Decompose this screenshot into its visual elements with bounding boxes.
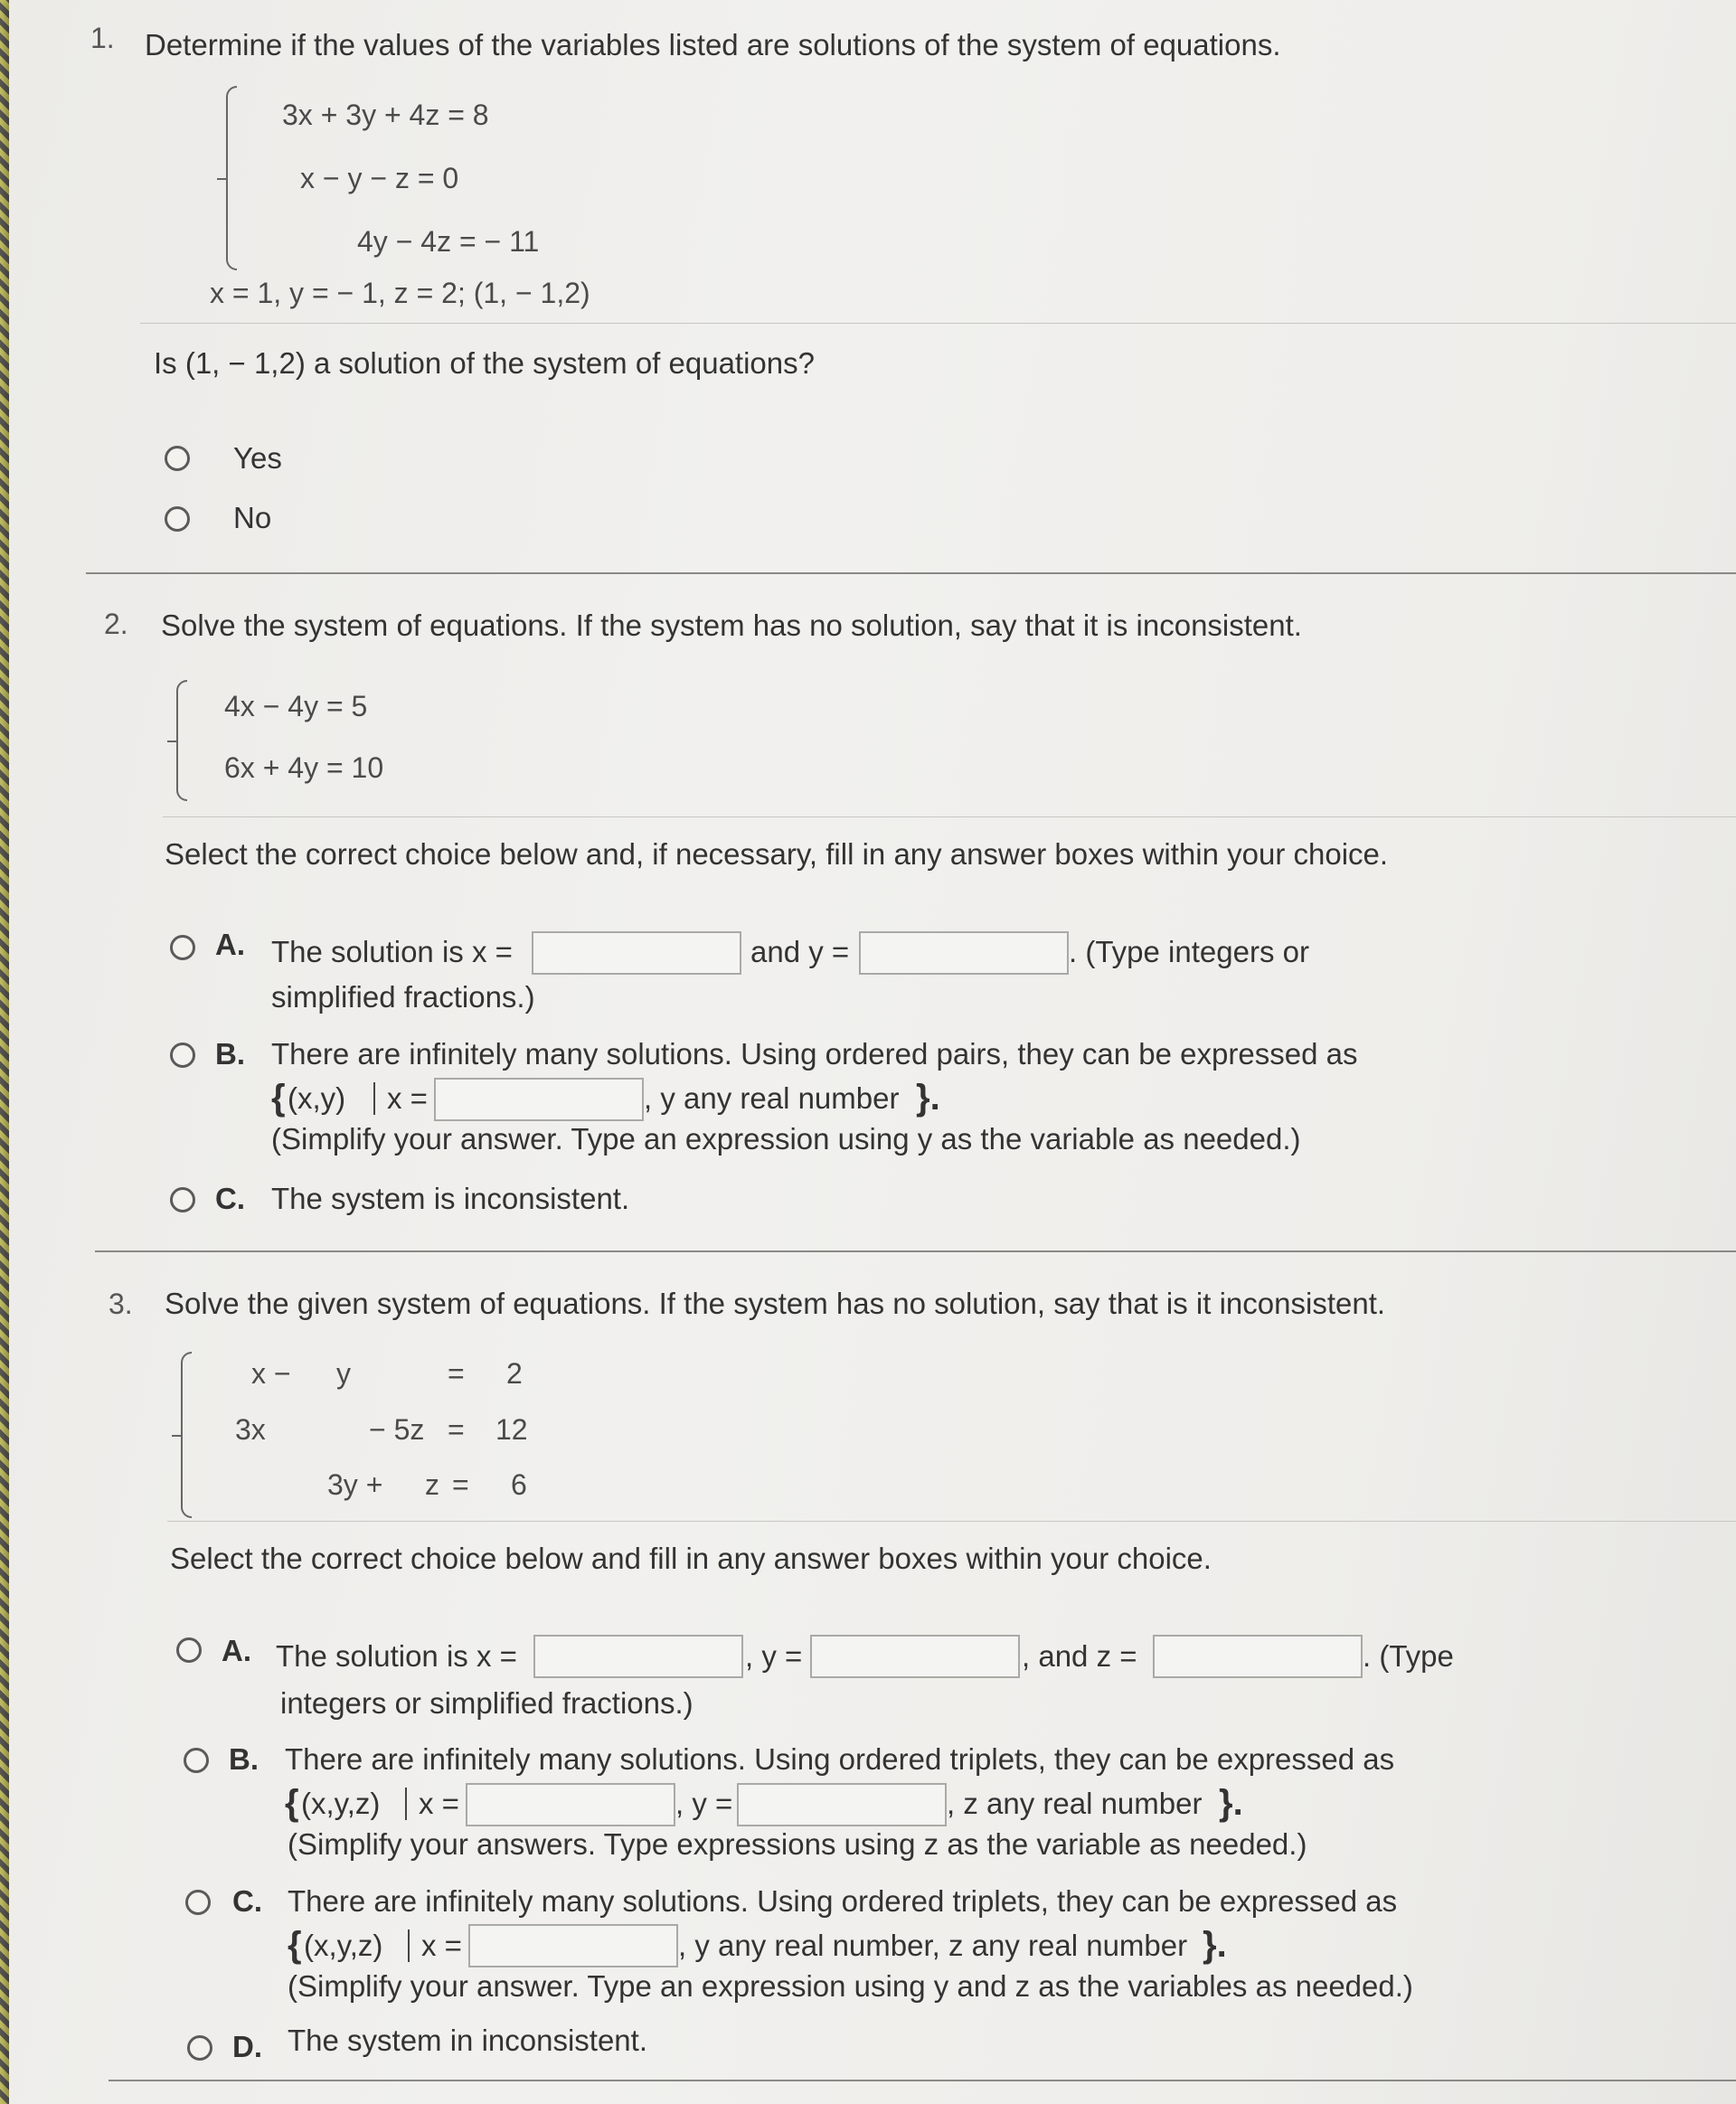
choice-d-letter: D.: [232, 2030, 262, 2063]
choice-c-note: (Simplify your answer. Type an expression using y and z as the variables as needed.): [288, 1969, 1413, 2003]
choice-c-text: The system is inconsistent.: [271, 1182, 630, 1215]
candidate-values: x = 1, y = − 1, z = 2; (1, − 1,2): [210, 277, 590, 309]
set-separator: [373, 1082, 375, 1115]
set-close-brace: }.: [1203, 1925, 1227, 1965]
set-variables: (x,y,z): [304, 1929, 383, 1962]
choice-a-text: . (Type: [1363, 1639, 1454, 1673]
x-answer-box[interactable]: [533, 1635, 743, 1678]
choice-b-note: (Simplify your answer. Type an expression using y as the variable as needed.): [271, 1122, 1301, 1156]
option-yes-label[interactable]: Yes: [233, 441, 282, 475]
set-close-brace: }.: [916, 1078, 940, 1118]
radio-choice-b[interactable]: [184, 1748, 209, 1773]
option-no-label[interactable]: No: [233, 501, 272, 534]
divider: [140, 323, 1736, 324]
set-separator: [408, 1929, 410, 1962]
radio-choice-c[interactable]: [185, 1890, 211, 1915]
equation-2: 6x + 4y = 10: [224, 751, 384, 784]
x-expression-box[interactable]: [466, 1783, 675, 1826]
set-open-brace: {: [271, 1078, 286, 1118]
question-number: 2.: [104, 608, 128, 640]
equation-3: 4y − 4z = − 11: [357, 225, 540, 258]
eq-row-1-rhs: 2: [506, 1357, 523, 1390]
choice-c-letter: C.: [215, 1182, 245, 1215]
set-separator: [405, 1788, 407, 1820]
question-number: 3.: [108, 1288, 133, 1320]
choice-c-text: There are infinitely many solutions. Using ordered triplets, they can be expressed as: [288, 1884, 1398, 1918]
radio-yes[interactable]: [165, 446, 190, 471]
choice-b-letter: B.: [229, 1742, 259, 1776]
set-open-brace: {: [288, 1925, 302, 1965]
instruction: Select the correct choice below and fill in any answer boxes within your choice.: [170, 1542, 1212, 1575]
section-divider: [86, 572, 1736, 574]
x-expression-box[interactable]: [468, 1924, 678, 1967]
eq-row-1-y: y: [336, 1357, 351, 1390]
equation-1: 3x + 3y + 4z = 8: [282, 99, 489, 131]
x-answer-box[interactable]: [532, 931, 741, 975]
x-expression-box[interactable]: [434, 1078, 644, 1121]
y-answer-box[interactable]: [810, 1635, 1020, 1678]
set-close-brace: }.: [1219, 1783, 1243, 1823]
divider: [163, 816, 1736, 817]
choice-c-letter: C.: [232, 1884, 262, 1918]
choice-b-letter: B.: [215, 1037, 245, 1071]
radio-no[interactable]: [165, 506, 190, 532]
eq-row-2-x: 3x: [235, 1413, 266, 1446]
x-label: x =: [387, 1081, 428, 1115]
radio-choice-b[interactable]: [170, 1043, 195, 1068]
equation-1: 4x − 4y = 5: [224, 690, 368, 722]
choice-b-tail: , z any real number: [947, 1787, 1203, 1820]
question-number: 1.: [90, 22, 115, 54]
choice-b-note: (Simplify your answers. Type expressions using z as the variable as needed.): [288, 1827, 1307, 1861]
radio-choice-a[interactable]: [170, 935, 195, 960]
radio-choice-a[interactable]: [176, 1637, 202, 1663]
divider: [167, 1521, 1736, 1522]
system-brace: [181, 1352, 192, 1518]
choice-b-tail: , y any real number: [644, 1081, 900, 1115]
question-prompt: Solve the system of equations. If the system has no solution, say that it is inconsistent.: [161, 609, 1302, 642]
set-open-brace: {: [285, 1783, 299, 1823]
set-variables: (x,y,z): [301, 1787, 381, 1820]
choice-a-text: The solution is x =: [276, 1639, 517, 1673]
choice-a-letter: A.: [215, 928, 245, 961]
radio-choice-c[interactable]: [170, 1187, 195, 1212]
question-text: Is (1, − 1,2) a solution of the system of equations?: [154, 346, 815, 380]
radio-choice-d[interactable]: [187, 2035, 212, 2061]
section-divider: [108, 2080, 1736, 2081]
choice-a-text: , and z =: [1022, 1639, 1137, 1673]
eq-row-3-y: 3y +: [327, 1468, 383, 1501]
eq-row-2-z: − 5z: [369, 1413, 425, 1446]
z-answer-box[interactable]: [1153, 1635, 1363, 1678]
y-expression-box[interactable]: [737, 1783, 947, 1826]
question-prompt: Determine if the values of the variables listed are solutions of the system of equations.: [145, 28, 1281, 61]
set-variables: (x,y): [288, 1081, 346, 1115]
y-label: , y =: [675, 1787, 733, 1820]
choice-b-text: There are infinitely many solutions. Using ordered triplets, they can be expressed as: [285, 1742, 1395, 1776]
instruction: Select the correct choice below and, if necessary, fill in any answer boxes within your choice.: [165, 837, 1389, 871]
x-label: x =: [421, 1929, 462, 1962]
eq-row-3-equals: =: [452, 1468, 469, 1501]
x-label: x =: [419, 1787, 459, 1820]
choice-a-text: The solution is x =: [271, 935, 513, 968]
system-brace: [226, 86, 237, 270]
choice-a-text: simplified fractions.): [271, 980, 535, 1014]
choice-a-text: . (Type integers or: [1069, 935, 1309, 968]
equation-2: x − y − z = 0: [300, 162, 459, 194]
section-divider: [95, 1250, 1736, 1252]
choice-b-text: There are infinitely many solutions. Using ordered pairs, they can be expressed as: [271, 1037, 1358, 1071]
choice-a-letter: A.: [222, 1634, 251, 1667]
choice-a-text: integers or simplified fractions.): [280, 1686, 693, 1720]
eq-row-2-rhs: 12: [495, 1413, 528, 1446]
choice-a-text: , y =: [745, 1639, 803, 1673]
question-prompt: Solve the given system of equations. If the system has no solution, say that is it inconsistent.: [165, 1287, 1386, 1320]
system-brace: [176, 680, 187, 801]
eq-row-1-equals: =: [448, 1357, 465, 1390]
worksheet-page: [9, 0, 1736, 2104]
choice-c-tail: , y any real number, z any real number: [678, 1929, 1188, 1962]
choice-a-text: and y =: [750, 935, 850, 968]
choice-d-text: The system in inconsistent.: [288, 2024, 647, 2057]
eq-row-2-equals: =: [448, 1413, 465, 1446]
eq-row-3-rhs: 6: [511, 1468, 527, 1501]
eq-row-3-z: z: [425, 1468, 439, 1501]
eq-row-1-x: x −: [251, 1357, 291, 1390]
y-answer-box[interactable]: [859, 931, 1069, 975]
